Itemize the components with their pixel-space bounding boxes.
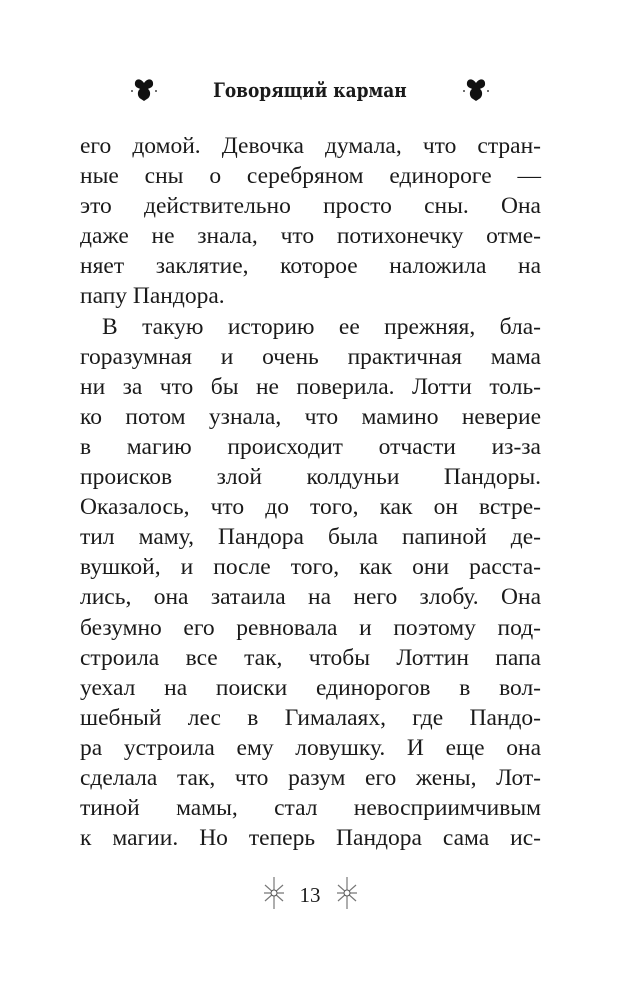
text-line: Оказалось, что до того, как он встре- <box>80 494 541 521</box>
text-line: лись, она затаила на него злобу. Она <box>80 584 541 611</box>
text-line: безумно его ревновала и поэтому под- <box>80 614 541 641</box>
star-ornament-icon <box>262 873 286 918</box>
text-line: ра устроила ему ловушку. И еще она <box>80 734 541 761</box>
text-line: в магию происходит отчасти из-за <box>80 433 541 460</box>
text-line: тил маму, Пандора была папиной де- <box>80 524 541 551</box>
butterfly-ornament-icon <box>130 75 158 105</box>
butterfly-ornament-icon <box>462 75 490 105</box>
text-line: шебный лес в Гималаях, где Пандо- <box>80 704 541 731</box>
text-line: няет заклятие, которое наложила на <box>80 253 541 280</box>
text-line: даже не знала, что потихонечку отме- <box>80 223 541 250</box>
text-line: ни за что бы не поверила. Лотти толь- <box>80 373 541 400</box>
star-ornament-icon <box>335 873 359 918</box>
text-line: к магии. Но теперь Пандора сама ис- <box>80 825 541 852</box>
text-line: вушкой, и после того, как они расста- <box>80 554 541 581</box>
running-title: Говорящий карман <box>213 78 407 102</box>
text-line: тиной мамы, стал невосприимчивым <box>80 795 541 822</box>
text-line: ные сны о серебряном единороге — <box>80 163 541 190</box>
text-line: это действительно просто сны. Она <box>80 193 541 220</box>
text-line: происков злой колдуньи Пандоры. <box>80 464 541 491</box>
text-line: строила все так, чтобы Лоттин папа <box>80 644 541 671</box>
text-line: В такую историю ее прежняя, бла- <box>102 313 541 340</box>
body-text <box>80 131 541 853</box>
text-line: ко потом узнала, что мамино неверие <box>80 403 541 430</box>
page-number: 13 <box>299 882 321 907</box>
text-line: горазумная и очень практичная мама <box>80 343 541 370</box>
running-header <box>0 70 620 110</box>
page-footer <box>0 870 620 920</box>
text-line: его домой. Девочка думала, что стран- <box>80 133 541 159</box>
text-line: папу Пандора. <box>80 283 225 310</box>
text-line: уехал на поиски единорогов в вол- <box>80 674 541 701</box>
text-line: сделала так, что разум его жены, Лот- <box>80 764 541 791</box>
